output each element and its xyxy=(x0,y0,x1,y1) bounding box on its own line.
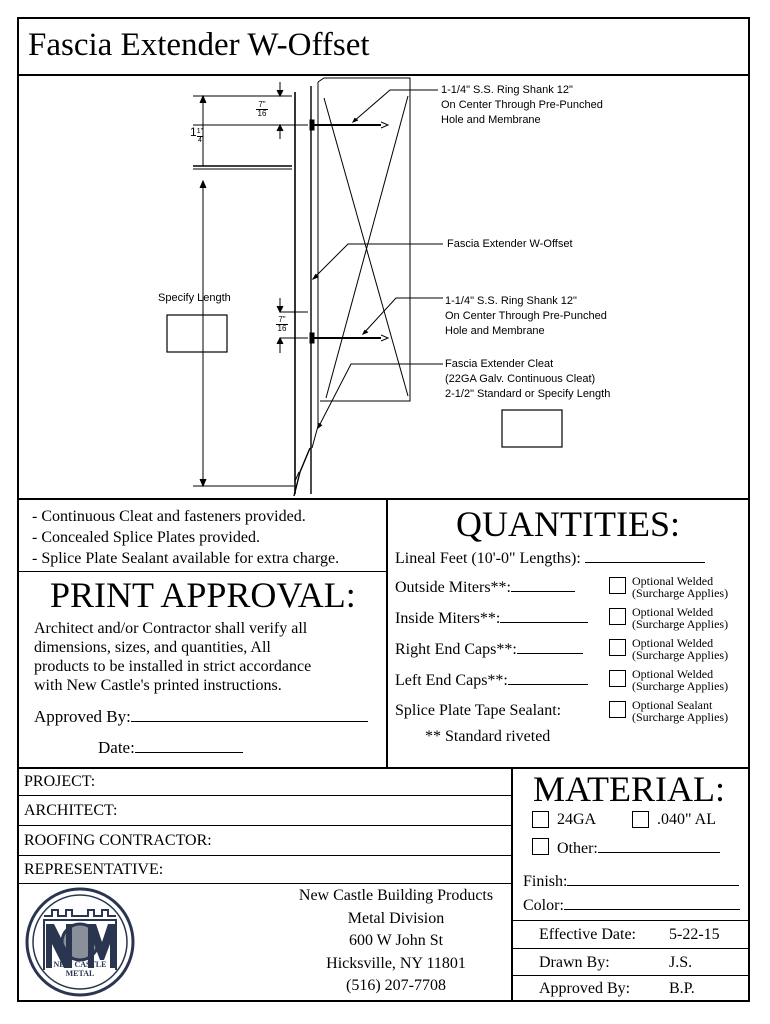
leader-top xyxy=(353,90,438,122)
standard-riveted-note: ** Standard riveted xyxy=(425,728,551,745)
info-table-top xyxy=(511,920,749,921)
leader-extender xyxy=(313,244,443,279)
splice-plate-sealant-label: Splice Plate Tape Sealant: xyxy=(395,702,562,719)
roofing-contractor-field[interactable]: ROOFING CONTRACTOR: xyxy=(24,832,212,849)
left-end-caps-welded-checkbox[interactable] xyxy=(609,670,626,687)
lineal-feet-field[interactable]: Lineal Feet (10'-0" Lengths): xyxy=(395,548,705,568)
mid-vertical-divider xyxy=(386,499,388,767)
splice-sealant-checkbox[interactable] xyxy=(609,701,626,718)
approved-by-label: Approved By: xyxy=(539,980,631,997)
dim-left: 11" 4 xyxy=(190,125,204,144)
approved-by-field[interactable]: Approved By: xyxy=(34,707,368,727)
note-item: - Concealed Splice Plates provided. xyxy=(32,529,260,546)
drawing-divider xyxy=(18,498,749,500)
info-row-line xyxy=(511,948,749,949)
drawn-by-value: J.S. xyxy=(669,954,693,971)
note-item: - Continuous Cleat and fasteners provided. xyxy=(32,508,306,525)
logo-text: NEW CASTLE METAL xyxy=(53,960,107,978)
roofing-row-line xyxy=(18,855,511,856)
representative-field[interactable]: REPRESENTATIVE: xyxy=(24,861,164,878)
approved-by-value: B.P. xyxy=(669,980,695,997)
right-end-caps-option: Optional Welded (Surcharge Applies) xyxy=(632,636,729,662)
notes-divider xyxy=(18,571,386,572)
color-field[interactable]: Color: xyxy=(523,895,740,915)
company-logo xyxy=(24,886,136,998)
24ga-checkbox[interactable] xyxy=(532,811,549,828)
24ga-label: 24GA xyxy=(557,811,597,828)
company-division: Metal Division xyxy=(347,909,445,927)
outside-miters-field[interactable]: Outside Miters**: xyxy=(395,577,575,597)
project-row-line xyxy=(18,795,511,796)
right-end-caps-field[interactable]: Right End Caps**: xyxy=(395,639,583,659)
company-street: 600 W John St xyxy=(348,932,444,949)
company-phone: (516) 207-7708 xyxy=(346,977,446,994)
finish-field[interactable]: Finish: xyxy=(523,871,739,891)
callout-extender: Fascia Extender W-Offset xyxy=(447,238,573,250)
specify-length-box xyxy=(167,315,227,352)
other-field[interactable]: Other: xyxy=(557,838,720,858)
company-city: Hicksville, NY 11801 xyxy=(326,954,466,972)
effective-date-value: 5-22-15 xyxy=(669,926,720,943)
company-address xyxy=(280,885,512,998)
inside-miters-field[interactable]: Inside Miters**: xyxy=(395,608,588,628)
project-field[interactable]: PROJECT: xyxy=(24,773,96,790)
print-approval-heading: PRINT APPROVAL: xyxy=(50,575,356,615)
leader-mid xyxy=(363,298,443,334)
date-field[interactable]: Date: xyxy=(98,738,243,758)
040-al-label: .040" AL xyxy=(657,811,716,828)
040-al-checkbox[interactable] xyxy=(632,811,649,828)
splice-sealant-option: Optional Sealant (Surcharge Applies) xyxy=(632,698,729,724)
print-approval-body: Architect and/or Contractor shall verify all dimensions, sizes, and quantities, All products to be installed in strict accordance with New Castle's printed instructions. xyxy=(34,620,312,694)
outside-miters-option: Optional Welded (Surcharge Applies) xyxy=(632,574,729,600)
inside-miters-option: Optional Welded (Surcharge Applies) xyxy=(632,605,729,631)
callout-cleat: Fascia Extender Cleat (22GA Galv. Continuous Cleat) 2-1/2" Standard or Specify Length xyxy=(445,358,611,400)
page-title: Fascia Extender W-Offset xyxy=(28,27,370,63)
info-row-line xyxy=(511,975,749,976)
right-end-caps-welded-checkbox[interactable] xyxy=(609,639,626,656)
architect-field[interactable]: ARCHITECT: xyxy=(24,802,118,819)
callout-mid: 1-1/4" S.S. Ring Shank 12" On Center Through Pre-Punched Hole and Membrane xyxy=(445,295,607,337)
callout-top: 1-1/4" S.S. Ring Shank 12" On Center Through Pre-Punched Hole and Membrane xyxy=(441,84,603,126)
architect-row-line xyxy=(18,825,511,826)
company-name: New Castle Building Products xyxy=(298,887,494,904)
outside-miters-welded-checkbox[interactable] xyxy=(609,577,626,594)
technical-drawing xyxy=(18,76,749,498)
notes-list xyxy=(32,506,339,569)
left-end-caps-field[interactable]: Left End Caps**: xyxy=(395,670,588,690)
drawn-by-label: Drawn By: xyxy=(539,954,610,971)
leader-cleat xyxy=(318,364,443,428)
specify-length-label: Specify Length xyxy=(158,292,231,304)
left-end-caps-option: Optional Welded (Surcharge Applies) xyxy=(632,667,729,693)
other-checkbox[interactable] xyxy=(532,838,549,855)
inside-miters-welded-checkbox[interactable] xyxy=(609,608,626,625)
extender-offset-hook xyxy=(294,448,310,496)
note-item: - Splice Plate Sealant available for extra charge. xyxy=(32,550,340,567)
dim-top: 7" 16 xyxy=(257,100,267,118)
material-heading: MATERIAL: xyxy=(533,769,725,809)
representative-row-line xyxy=(18,883,511,884)
dim-mid: 7" 16 xyxy=(277,315,287,333)
cleat-length-box xyxy=(502,410,562,447)
quantities-heading: QUANTITIES: xyxy=(456,504,680,544)
effective-date-label: Effective Date: xyxy=(539,926,636,943)
